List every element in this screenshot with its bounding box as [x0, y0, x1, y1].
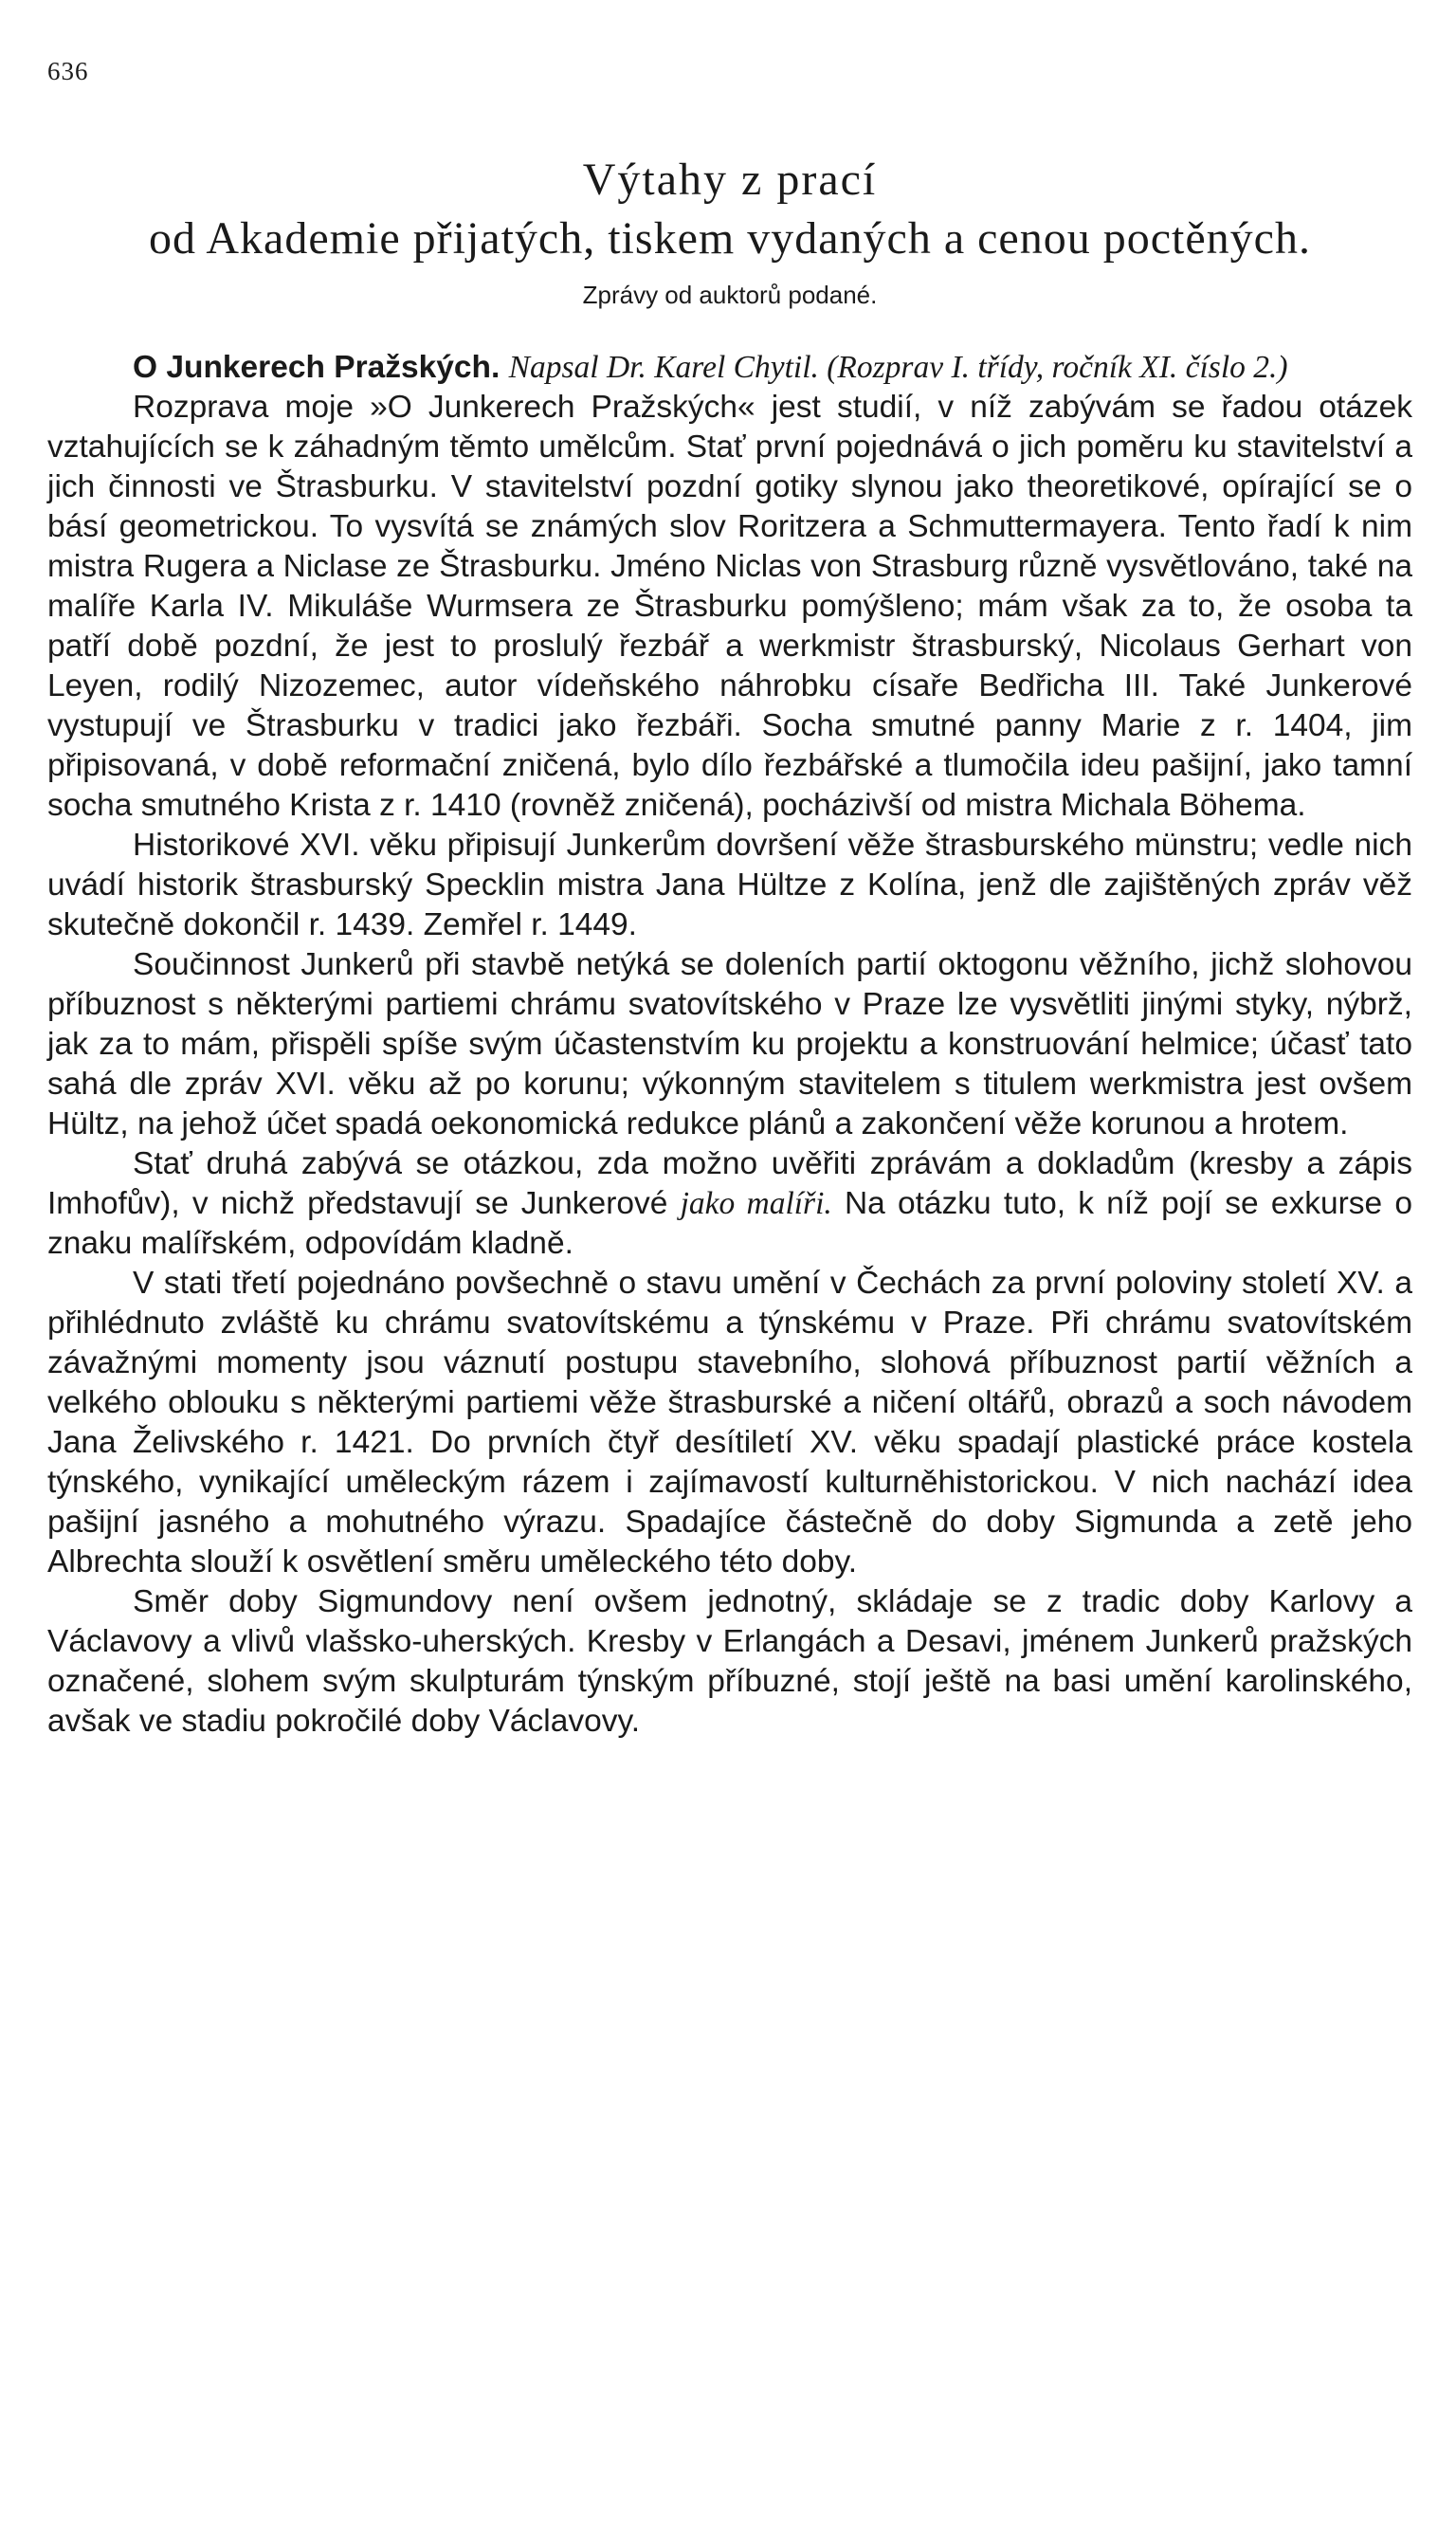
article-title: O Junkerech Pražských.	[133, 350, 500, 385]
paragraph-3: Součinnost Junkerů při stavbě netýká se doleních partií oktogonu věžního, jichž slohovou příbuznost s některými partiemi chrámu svatovítského v Praze lze vysvětliti jinými styky, nýbrž, jak za to mám, přispěli spíše svým účastenstvím ku projektu a konstruování helmice; účasť tato sahá dle zpráv XVI. věku až po korunu; výkonným stavitelem s titulem werkmistra jest ovšem Hültz, na jehož účet spadá oekonomická redukce plánů a zakončení věže korunou a hrotem.	[47, 947, 1412, 1141]
paragraph-5: V stati třetí pojednáno povšechně o stavu umění v Čechách za první poloviny století XV. a přihlédnuto zvláště ku chrámu svatovítskému a týnskému v Praze. Při chrámu svatovítském závažnými momenty jsou váznutí postupu stavebního, slohová příbuznost partií věžních a velkého oblouku s některými partiemi věže štrasburské a ničení oltářů, obrazů a soch návodem Jana Želivského r. 1421. Do prvních čtyř desítiletí XV. věku spadají plastické práce kostela týnského, vynikající uměleckým rázem i zajímavostí kulturněhistorickou. V nich nachází idea pašijní jasného a mohutného výrazu. Spadajíce částečně do doby Sigmunda a zetě jeho Albrechta slouží k osvětlení směru uměleckého této doby.	[47, 1266, 1412, 1579]
section-subtitle: Zprávy od auktorů podané.	[582, 281, 878, 309]
section-title-line-1: Výtahy z prací	[582, 155, 878, 205]
article-author-citation: Napsal Dr. Karel Chytil. (Rozprav I. třídy, ročník XI. číslo 2.)	[508, 350, 1288, 385]
paragraph-6: Směr doby Sigmundovy není ovšem jednotný, skládaje se z tradic doby Karlovy a Václavovy a vlivů vlašsko-uherských. Kresby v Erlangách a Desavi, jménem Junkerů pražských označené, slohem svým skulpturám týnským příbuzné, stojí ještě na basi umění karolinského, avšak ve stadiu pokročilé doby Václavovy.	[47, 1584, 1412, 1739]
paragraph-4-part-1: Stať druhá zabývá se otázkou, zda možno uvěřiti zprávám a dokladům (kresby a zápis Imhofův), v nichž představují se Junkerové	[47, 1146, 1412, 1221]
page-content	[47, 152, 1412, 1742]
paragraph-2: Historikové XVI. věku připisují Junkerům dovršení věže štrasburského münstru; vedle nich uvádí historik štrasburský Specklin mistra Jana Hültze z Kolína, jenž dle zajištěných zpráv věž skutečně dokončil r. 1439. Zemřel r. 1449.	[47, 828, 1412, 942]
paragraph-1: Rozprava moje »O Junkerech Pražských« jest studií, v níž zabývám se řadou otázek vztahujících se k záhadným těmto umělcům. Stať první pojednává o jich poměru ku stavitelství a jich činnosti ve Štrasburku. V stavitelství pozdní gotiky slynou jako theoretikové, opírající se o básí geometrickou. To vysvítá se známých slov Roritzera a Schmuttermayera. Tento řadí k nim mistra Rugera a Niclase ze Štrasburku. Jméno Niclas von Strasburg různě vysvětlováno, také na malíře Karla IV. Mikuláše Wurmsera ze Štrasburku pomýšleno; mám však za to, že osoba ta patří době pozdní, že jest to proslulý řezbář a werkmistr štrasburský, Nicolaus Gerhart von Leyen, rodilý Nizozemec, autor vídeňského náhrobku císaře Bedřicha III. Také Junkerové vystupují ve Štrasburku v tradici jako řezbáři. Socha smutné panny Marie z r. 1404, jim připisovaná, v době reformační zničená, bylo dílo řezbářské a tlumočila ideu pašijní, jako tamní socha smutného Krista z r. 1410 (rovněž zničená), pocházivší od mistra Michala Böhema.	[47, 390, 1412, 823]
article-heading	[47, 348, 1412, 388]
paragraph-4-part-2: Na otázku tuto, k níž pojí se exkurse o znaku malířském, odpovídám kladně.	[47, 1186, 1412, 1261]
paragraph-4	[47, 1144, 1412, 1264]
page-number: 636	[47, 57, 89, 85]
section-title-line-2: od Akademie přijatých, tiskem vydaných a cenou poctěných.	[149, 213, 1311, 264]
paragraph-4-italic: jako malíři.	[680, 1186, 832, 1221]
article-body	[47, 348, 1412, 1742]
